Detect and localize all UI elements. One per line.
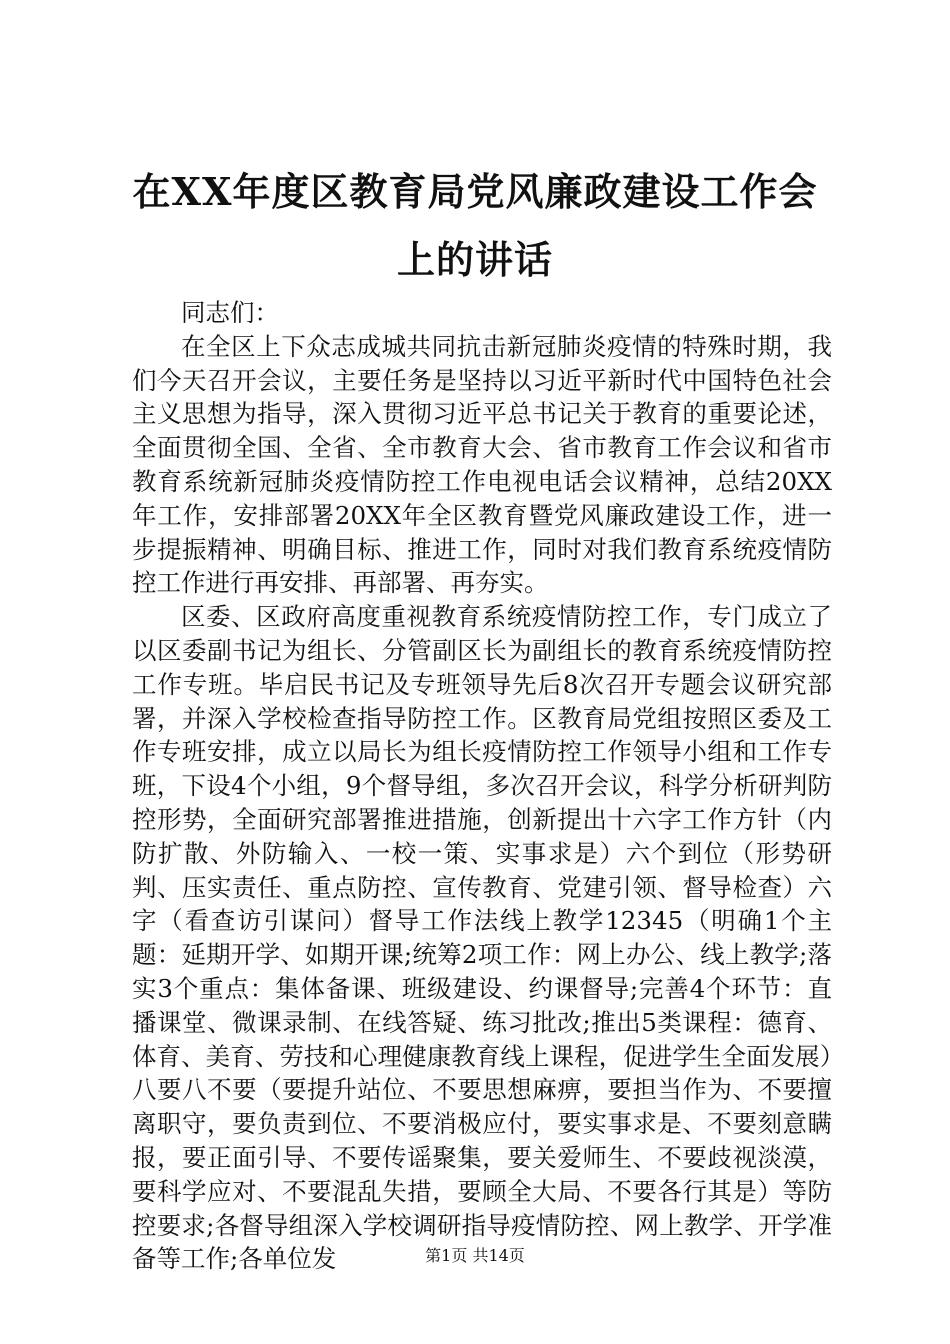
paragraph-2: 区委、区政府高度重视教育系统疫情防控工作，专门成立了以区委副书记为组长、分管副区长为副组长的教育系统疫情防控工作专班。毕启民书记及专班领导先后8次召开专题会议研究部署，并深入学校检查指导防控工作。区教育局党组按照区委及工作专班安排，成立以局长为组长疫情防控工作领导小组和工作专班，下设4个小组，9个督导组，多次召开会议，科学分析研判防控形势，全面研究部署推进措施，创新提出十六字工作方针（内防扩散、外防输入、一校一策、实事求是）六个到位（形势研判、压实责任、重点防控、宣传教育、党建引领、督导检查）六字（看查访引谋问）督导工作法线上教学12345（明确1个主题：延期开学、如期开课;统筹2项工作：网上办公、线上教学;落实3个重点：集体备课、班级建设、约课督导;完善4个环节：直播课堂、微课录制、在线答疑、练习批改;推出5类课程：德育、体育、美育、劳技和心理健康教育线上课程，促进学生全面发展）八要八不要（要提升站位、不要思想麻痹，要担当作为、不要擅离职守，要负责到位、不要消极应付，要实事求是、不要刻意瞒报，要正面引导、不要传谣聚集，要关爱师生、不要歧视淡漠，要科学应对、不要混乱失措，要顾全大局、不要各行其是）等防控要求;各督导组深入学校调研指导疫情防控、网上教学、开学准备等工作;各单位发	[132, 602, 832, 1274]
paragraph-1: 在全区上下众志成城共同抗击新冠肺炎疫情的特殊时期，我们今天召开会议，主要任务是坚持以习近平新时代中国特色社会主义思想为指导，深入贯彻习近平总书记关于教育的重要论述，全面贯彻全国、全省、全市教育大会、省市教育工作会议和省市教育系统新冠肺炎疫情防控工作电视电话会议精神，总结20XX年工作，安排部署20XX年全区教育暨党风廉政建设工作，进一步提振精神、明确目标、推进工作，同时对我们教育系统疫情防控工作进行再安排、再部署、再夯实。	[132, 331, 832, 598]
page-number-footer: 第1页 共14页	[425, 1246, 525, 1265]
document-title: 在XX年度区教育局党风廉政建设工作会上的讲话	[132, 169, 818, 282]
salutation: 同志们：	[181, 298, 279, 327]
document-body	[132, 296, 832, 1276]
